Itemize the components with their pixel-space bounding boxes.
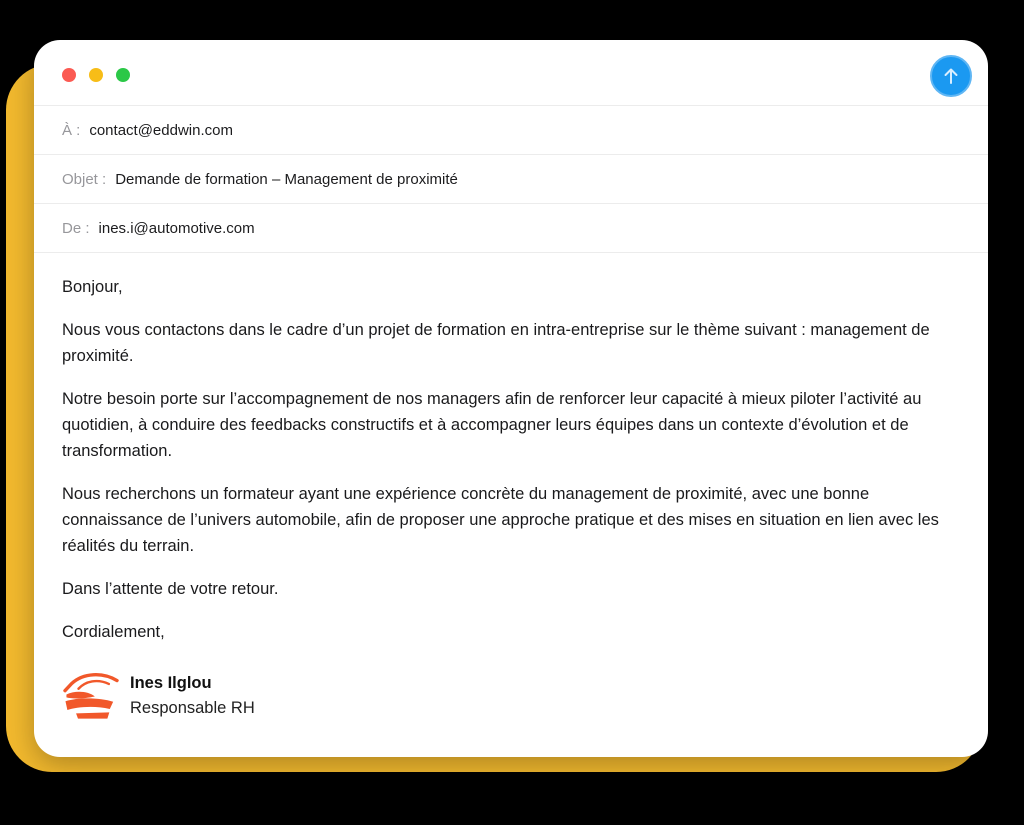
arrow-up-icon bbox=[940, 65, 962, 87]
window-titlebar bbox=[34, 40, 988, 106]
minimize-window-button[interactable] bbox=[89, 68, 103, 82]
body-paragraph: Notre besoin porte sur l’accompagnement de nos managers afin de renforcer leur capacité à mieux piloter l’activité au quotidien, à conduire des feedbacks constructifs et à accompagner leurs équipes dans un contexte d’évolution et de transformation. bbox=[62, 390, 922, 460]
signoff-text: Cordialement, bbox=[62, 623, 165, 641]
body-paragraph: Nous vous contactons dans le cadre d’un projet de formation en intra-entreprise sur le thème suivant : management de proximité. bbox=[62, 321, 930, 365]
signature-title: Responsable RH bbox=[130, 698, 255, 717]
signature-block bbox=[62, 669, 960, 722]
traffic-lights bbox=[62, 68, 130, 82]
closing-text: Dans l’attente de votre retour. bbox=[62, 580, 279, 598]
car-icon bbox=[62, 669, 120, 722]
maximize-window-button[interactable] bbox=[116, 68, 130, 82]
body-paragraph: Nous recherchons un formateur ayant une expérience concrète du management de proximité, avec une bonne connaissance de l’univers automobile, afin de proposer une approche pratique et des mises en situation en lien avec les réalités du terrain. bbox=[62, 485, 939, 555]
signature-name: Ines Ilglou bbox=[130, 673, 212, 692]
header-fields bbox=[34, 106, 988, 253]
close-window-button[interactable] bbox=[62, 68, 76, 82]
from-label: De : bbox=[62, 219, 90, 237]
subject-field[interactable] bbox=[34, 155, 988, 204]
to-field[interactable] bbox=[34, 106, 988, 155]
to-label: À : bbox=[62, 121, 81, 139]
subject-value[interactable]: Demande de formation – Management de proximité bbox=[115, 170, 458, 188]
send-button[interactable] bbox=[930, 55, 972, 97]
greeting-text: Bonjour, bbox=[62, 278, 123, 296]
to-value[interactable]: contact@eddwin.com bbox=[89, 121, 233, 139]
from-value[interactable]: ines.i@automotive.com bbox=[98, 219, 255, 237]
email-compose-window bbox=[34, 40, 988, 757]
message-body[interactable] bbox=[34, 253, 988, 722]
from-field[interactable] bbox=[34, 204, 988, 253]
subject-label: Objet : bbox=[62, 170, 107, 188]
